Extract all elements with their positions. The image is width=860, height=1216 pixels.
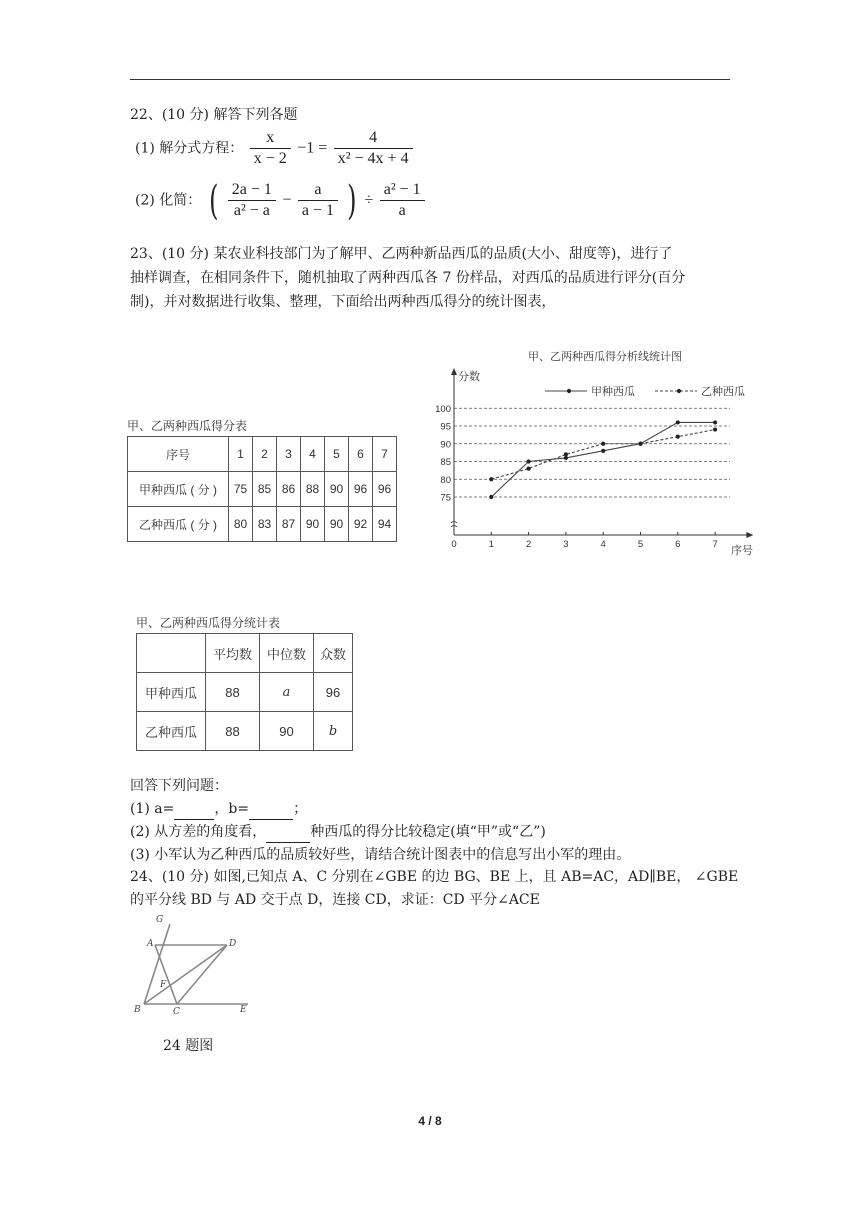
row-label: 甲种西瓜 ( 分 )	[128, 472, 229, 507]
x-tick-label: 3	[563, 539, 569, 550]
data-point	[676, 435, 680, 439]
header-rule	[130, 79, 730, 80]
legend-label: 甲种西瓜	[591, 386, 635, 398]
answer-2-pre: (2) 从方差的角度看，	[130, 824, 267, 840]
table-cell: 96	[349, 472, 373, 507]
figure-caption: 24 题图	[163, 1038, 214, 1054]
data-point	[601, 442, 605, 446]
answer-1-post: ；	[293, 801, 308, 817]
legend-marker	[677, 389, 681, 393]
legend-marker	[567, 389, 571, 393]
row-label: 乙种西瓜 ( 分 )	[128, 507, 229, 542]
table-row	[137, 673, 353, 712]
data-point	[489, 477, 493, 481]
table-row	[128, 437, 397, 472]
table-header-cell: 3	[277, 437, 301, 472]
x-tick-label: 7	[712, 539, 718, 550]
answer-2-post: 种西瓜的得分比较稳定(填“甲”或“乙”)	[310, 824, 546, 840]
x-tick-label: 6	[675, 539, 681, 550]
table-header-cell: 平均数	[206, 634, 260, 673]
table-cell: 90	[325, 472, 349, 507]
data-point	[638, 442, 642, 446]
q24-line1: 24、(10 分) 如图,已知点 A、C 分别在∠GBE 的边 BG、BE 上，且 AB=AC，AD∥BE， ∠GBE	[130, 869, 739, 885]
q22-p2-fraction2	[298, 180, 338, 221]
q22-part2	[135, 177, 427, 224]
table2-caption: 甲、乙两种西瓜得分统计表	[136, 616, 281, 630]
table-cell: 83	[253, 507, 277, 542]
y-axis-arrow	[451, 368, 457, 375]
table-cell: 90	[260, 712, 314, 751]
data-point	[489, 495, 493, 499]
stats-table	[136, 633, 353, 751]
table-cell: a	[260, 673, 314, 712]
q22-p2-f2-den: a − 1	[301, 202, 334, 219]
point-label-d: D	[229, 939, 237, 949]
table-header-cell: 7	[373, 437, 397, 472]
q22-p2-f2-num: a	[298, 180, 338, 201]
table-cell: 92	[349, 507, 373, 542]
q22-part1	[135, 128, 415, 169]
table-header-cell: 众数	[314, 634, 353, 673]
q22-p2-f1-den: a² − a	[233, 202, 270, 219]
blank-a[interactable]	[174, 799, 214, 820]
row-label: 乙种西瓜	[137, 712, 206, 751]
data-point	[527, 467, 531, 471]
blank-variance[interactable]	[266, 822, 310, 843]
table-cell: 86	[277, 472, 301, 507]
answer-1-pre: (1) a=	[130, 801, 175, 817]
legend-label: 乙种西瓜	[701, 386, 745, 398]
table-cell: 80	[229, 507, 253, 542]
table-cell: 96	[314, 673, 353, 712]
q22-p1-lhs-fraction	[250, 128, 291, 169]
table-cell: 90	[301, 507, 325, 542]
q22-p1-rhs-num: 4	[334, 128, 413, 149]
x-axis-arrow	[746, 532, 753, 538]
geometry-figure	[130, 912, 260, 1022]
table-header-cell: 4	[301, 437, 325, 472]
table-header-cell: 序号	[128, 437, 229, 472]
q22-part1-label: (1) 解分式方程：	[135, 140, 244, 157]
q23-line2: 抽样调查，在相同条件下，随机抽取了两种西瓜各 7 份样品，对西瓜的品质进行评分(百分	[130, 270, 686, 286]
table-cell: 88	[301, 472, 325, 507]
answer-3: (3) 小军认为乙种西瓜的品质较好些，请结合统计图表中的信息写出小军的理由。	[130, 847, 631, 863]
q22-heading: 22、(10 分) 解答下列各题	[130, 107, 298, 123]
x-tick-label: 4	[600, 539, 606, 550]
q22-p2-minus: −	[282, 191, 292, 209]
q22-p1-rhs-fraction	[334, 128, 413, 169]
table-cell: 85	[253, 472, 277, 507]
point-label-a: A	[147, 939, 154, 949]
blank-b[interactable]	[249, 799, 293, 820]
left-paren: (	[208, 177, 219, 224]
series-line	[491, 430, 715, 480]
y-tick-label: 80	[440, 474, 451, 486]
data-point	[713, 420, 717, 424]
right-paren: )	[347, 177, 357, 224]
data-point	[527, 459, 531, 463]
point-label-e: E	[240, 1005, 247, 1015]
table-row	[128, 472, 397, 507]
q22-p2-div: ÷	[364, 191, 374, 209]
table-header-cell: 6	[349, 437, 373, 472]
table-header-cell: 1	[229, 437, 253, 472]
table-row	[128, 507, 397, 542]
table-header-cell: 5	[325, 437, 349, 472]
x-tick-label: 2	[525, 539, 532, 550]
data-point	[564, 452, 568, 456]
table-cell: b	[314, 712, 353, 751]
table1-caption: 甲、乙两种西瓜得分表	[127, 419, 248, 433]
q22-p2-fraction3	[380, 180, 425, 221]
table-cell: 94	[373, 507, 397, 542]
answer-1	[130, 799, 307, 820]
data-point	[676, 420, 680, 424]
point-label-g: G	[156, 915, 164, 925]
answer-2	[130, 822, 546, 843]
chart-legend	[545, 384, 745, 398]
table-cell: 90	[325, 507, 349, 542]
y-tick-label: 100	[435, 403, 451, 415]
q23-line3: 制)，并对数据进行收集、整理，下面给出两种西瓜得分的统计图表，	[130, 294, 556, 310]
q22-p1-minus1: −1 =	[297, 139, 328, 157]
page-number: 4 / 8	[418, 1114, 442, 1128]
chart-series	[489, 420, 717, 499]
q23-line1: 23、(10 分) 某农业科技部门为了解甲、乙两种新品西瓜的品质(大小、甜度等)，进行了	[130, 246, 673, 262]
x-axis-label: 序号	[731, 545, 753, 557]
answer-intro: 回答下列问题：	[130, 778, 228, 794]
q22-p2-f3-den: a	[398, 202, 406, 219]
q22-part2-label: (2) 化简：	[135, 192, 202, 209]
data-point	[713, 427, 717, 431]
table-cell: 88	[206, 673, 260, 712]
data-point	[601, 449, 605, 453]
chart-title: 甲、乙两种西瓜得分析线统计图	[528, 351, 682, 363]
row-label: 甲种西瓜	[137, 673, 206, 712]
x-tick-label: 0	[451, 539, 457, 550]
table-cell: 87	[277, 507, 301, 542]
x-tick-label: 1	[488, 539, 494, 550]
q22-p1-rhs-den: x² − 4x + 4	[337, 150, 409, 167]
q22-p1-lhs-den: x − 2	[253, 150, 287, 167]
table-header-cell: 2	[253, 437, 277, 472]
q22-p2-fraction1	[228, 180, 276, 221]
point-label-b: B	[134, 1005, 141, 1015]
y-axis-label: 分数	[458, 371, 480, 383]
q24-line2: 的平分线 BD 与 AD 交于点 D，连接 CD，求证：CD 平分∠ACE	[130, 892, 540, 908]
table-cell: 75	[229, 472, 253, 507]
point-label-c: C	[173, 1007, 180, 1017]
series-line	[491, 422, 715, 497]
table-row	[137, 634, 353, 673]
table-cell: 88	[206, 712, 260, 751]
table-cell: 96	[373, 472, 397, 507]
line-chart	[435, 340, 770, 565]
answer-1-mid: ，b=	[214, 801, 250, 817]
table-header-cell	[137, 634, 206, 673]
table-header-cell: 中位数	[260, 634, 314, 673]
y-tick-label: 85	[440, 457, 451, 468]
x-tick-label: 5	[637, 539, 644, 550]
y-tick-label: 90	[440, 439, 451, 451]
score-table	[127, 436, 397, 542]
table-row	[137, 712, 353, 751]
y-tick-label: 95	[440, 421, 451, 433]
q22-p2-f3-num: a² − 1	[380, 180, 425, 201]
q22-p1-lhs-num: x	[250, 128, 291, 149]
y-tick-label: 75	[440, 492, 451, 504]
q22-p2-f1-num: 2a − 1	[228, 180, 276, 201]
point-label-f: F	[160, 980, 167, 990]
